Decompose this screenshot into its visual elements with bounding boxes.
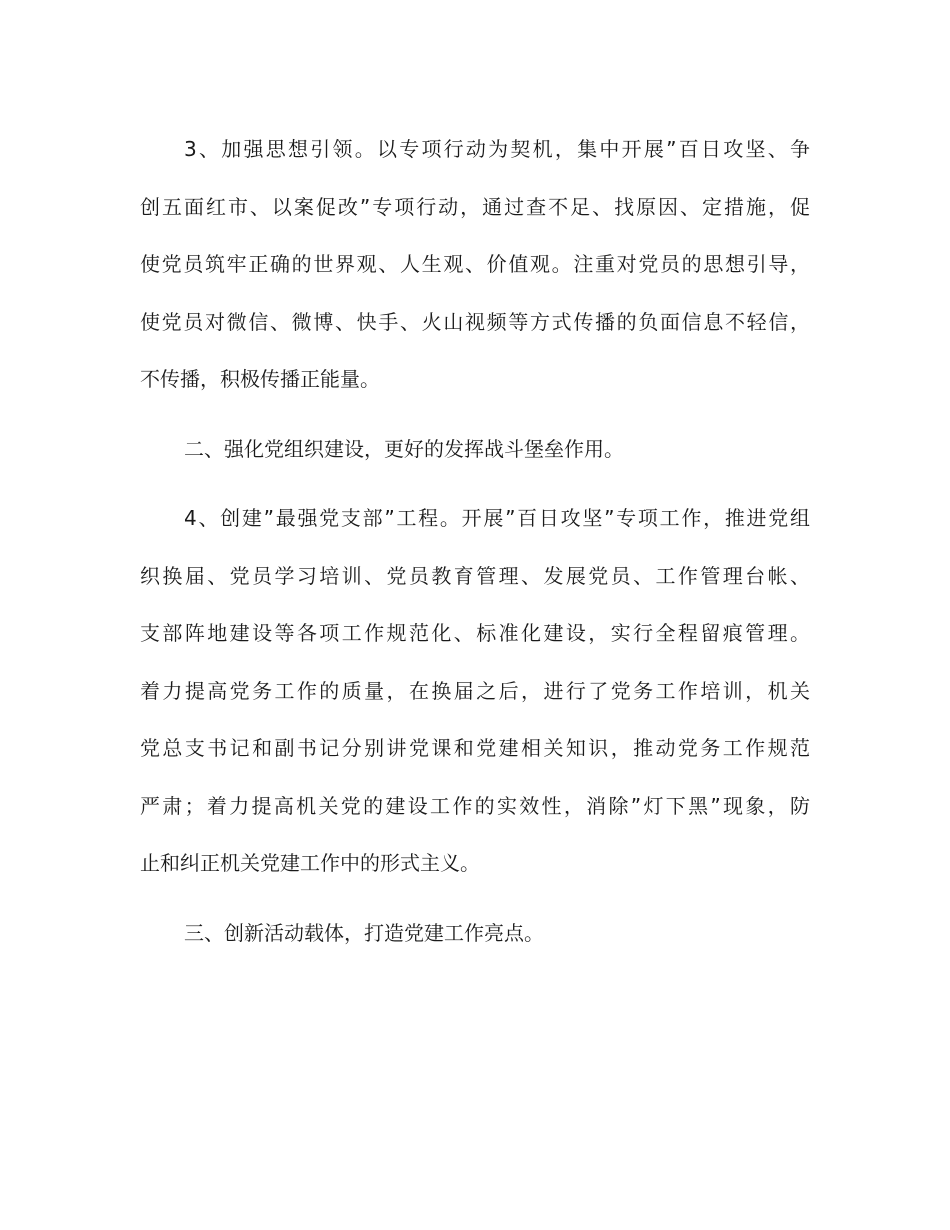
section-heading-3 xyxy=(140,910,810,968)
text-line: 织换届、党员学习培训、党员教育管理、发展党员、工作管理台帐、 xyxy=(140,563,810,588)
paragraph-spacer xyxy=(140,414,810,426)
paragraph-item-4 xyxy=(140,495,810,898)
text-line: 使党员对微信、微博、快手、火山视频等方式传播的负面信息不轻信， xyxy=(140,309,810,334)
paragraph-spacer xyxy=(140,483,810,495)
section-heading-2 xyxy=(140,426,810,484)
text-line: 止和纠正机关党建工作中的形式主义。 xyxy=(140,851,480,875)
text-line: 3、加强思想引领。以专项行动为契机，集中开展”百日攻坚、争 xyxy=(184,137,810,161)
text-line: 党总支书记和副书记分别讲党课和党建相关知识，推动党务工作规范 xyxy=(140,736,810,760)
document-body xyxy=(140,126,810,967)
text-line: 不传播，积极传播正能量。 xyxy=(140,367,380,391)
text-line: 使党员筑牢正确的世界观、人生观、价值观。注重对党员的思想引导， xyxy=(140,252,810,276)
text-line: 支部阵地建设等各项工作规范化、标准化建设，实行全程留痕管理。 xyxy=(140,621,810,645)
heading-line: 三、创新活动载体，打造党建工作亮点。 xyxy=(184,920,544,945)
paragraph-spacer xyxy=(140,898,810,910)
text-line: 4、创建”最强党支部”工程。开展”百日攻坚”专项工作，推进党组 xyxy=(184,506,810,530)
paragraph-item-3 xyxy=(140,126,810,414)
heading-line: 二、强化党组织建设，更好的发挥战斗堡垒作用。 xyxy=(184,436,624,461)
text-line: 创五面红市、以案促改”专项行动，通过查不足、找原因、定措施，促 xyxy=(140,194,810,219)
text-line: 严肃；着力提高机关党的建设工作的实效性，消除”灯下黑”现象，防 xyxy=(140,793,810,818)
text-line: 着力提高党务工作的质量，在换届之后，进行了党务工作培训，机关 xyxy=(140,678,810,703)
